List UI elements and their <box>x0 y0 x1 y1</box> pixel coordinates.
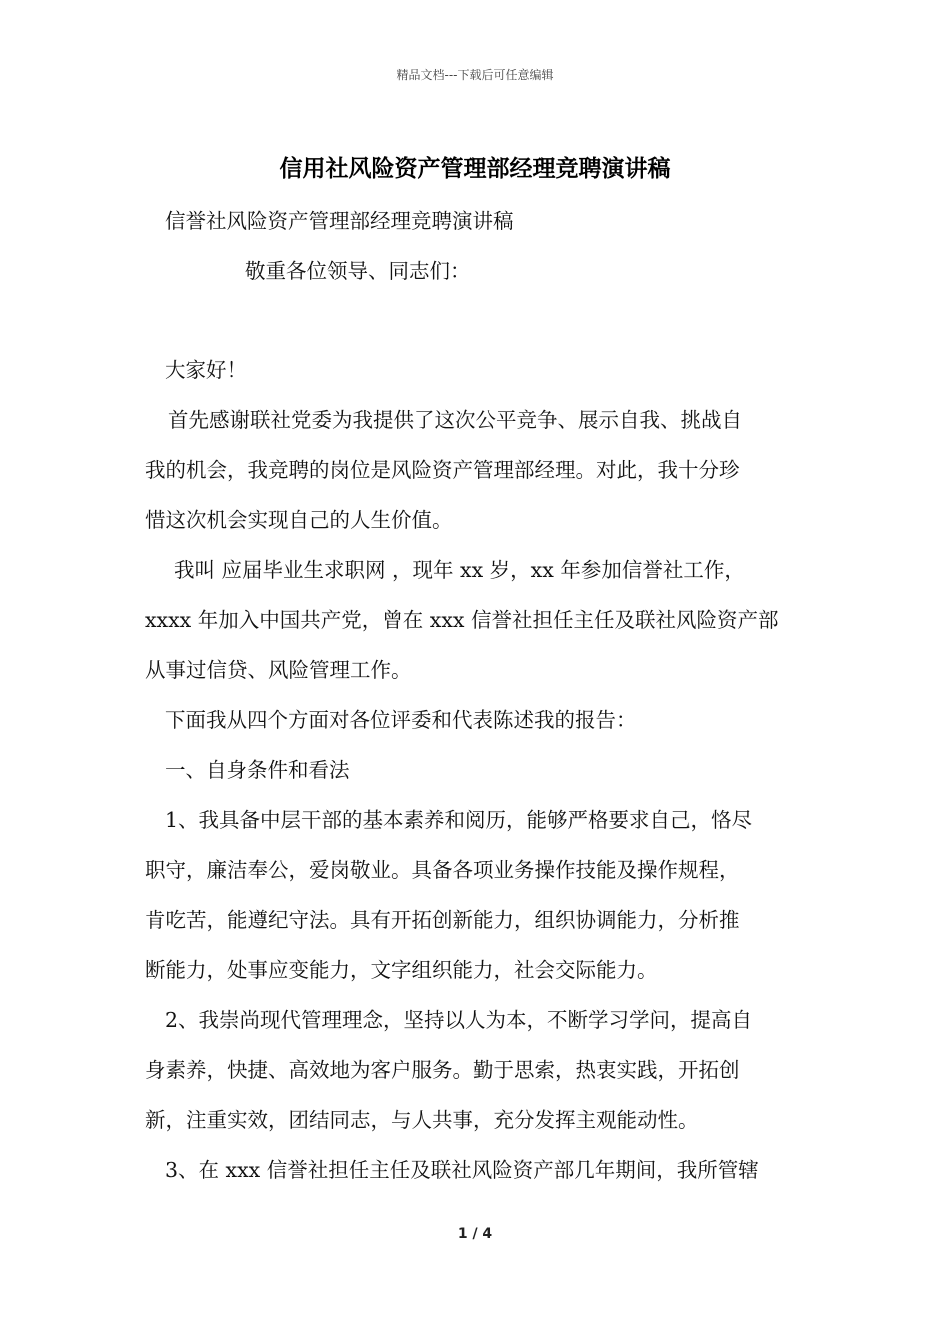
subtitle-line: 信誉社风险资产管理部经理竞聘演讲稿 <box>165 209 514 233</box>
paragraph-line: 断能力，处事应变能力，文字组织能力，社会交际能力。 <box>145 958 658 982</box>
paragraph-line: 首先感谢联社党委为我提供了这次公平竞争、展示自我、挑战自 <box>168 408 742 432</box>
greeting-line: 大家好！ <box>165 358 247 382</box>
paragraph-line: 身素养，快捷、高效地为客户服务。勤于思索，热衷实践，开拓创 <box>145 1058 740 1082</box>
paragraph-line: 新，注重实效，团结同志，与人共事，充分发挥主观能动性。 <box>145 1108 699 1132</box>
paragraph-line: 1、我具备中层干部的基本素养和阅历，能够严格要求自己，恪尽 <box>165 808 753 832</box>
paragraph-line: 我的机会，我竞聘的岗位是风险资产管理部经理。对此，我十分珍 <box>145 458 740 482</box>
paragraph-line: 2、我崇尚现代管理理念，坚持以人为本，不断学习学问，提高自 <box>165 1008 753 1032</box>
paragraph-line: 从事过信贷、风险管理工作。 <box>145 658 412 682</box>
header-note: 精品文档---下载后可任意编辑 <box>396 68 554 82</box>
paragraph-line: 我叫 应届毕业生求职网 ，现年 xx 岁，xx 年参加信誉社工作， <box>174 558 745 582</box>
paragraph-line: 3、在 xxx 信誉社担任主任及联社风险资产部几年期间，我所管辖 <box>165 1158 759 1182</box>
section-heading: 一、自身条件和看法 <box>165 758 350 782</box>
salutation-line: 敬重各位领导、同志们： <box>245 259 471 283</box>
paragraph-line: xxxx 年加入中国共产党，曾在 xxx 信誉社担任主任及联社风险资产部 <box>145 608 779 632</box>
paragraph-line: 职守，廉洁奉公，爱岗敬业。具备各项业务操作技能及操作规程， <box>145 858 740 882</box>
paragraph-line: 肯吃苦，能遵纪守法。具有开拓创新能力，组织协调能力，分析推 <box>145 908 740 932</box>
paragraph-line: 下面我从四个方面对各位评委和代表陈述我的报告： <box>165 708 637 732</box>
page-number: 1 / 4 <box>457 1226 493 1242</box>
paragraph-line: 惜这次机会实现自己的人生价值。 <box>145 508 453 532</box>
document-title: 信用社风险资产管理部经理竞聘演讲稿 <box>279 155 671 182</box>
